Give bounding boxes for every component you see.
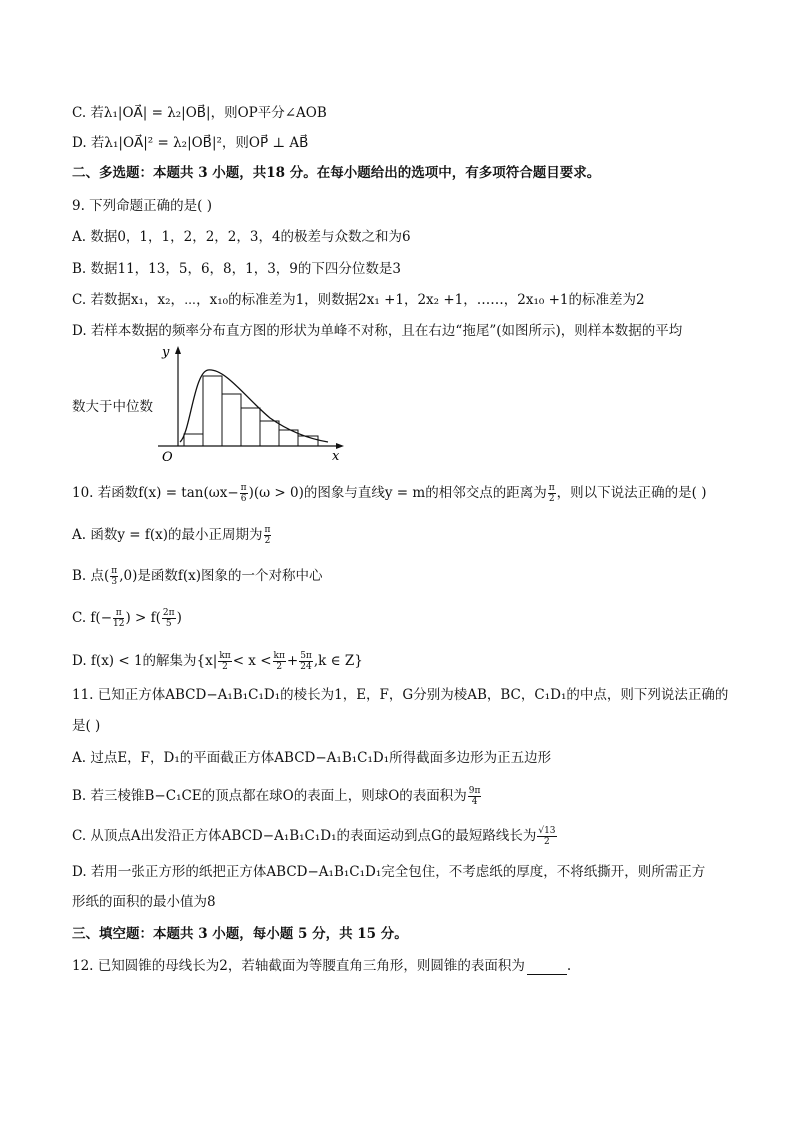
q10-option-a — [72, 525, 272, 546]
fraction — [162, 608, 176, 629]
fraction-denominator: 4 — [471, 797, 478, 807]
fraction-numerator: π — [264, 525, 271, 535]
q10-stem-text-1: 10. 若函数f(x) = tan(ωx− — [72, 485, 239, 501]
fraction-denominator: 2 — [544, 837, 550, 847]
q10-option-d-text-2: < x < — [232, 653, 272, 669]
q9-option-d-line1: D. 若样本数据的频率分布直方图的形状为单峰不对称，且在右边“拖尾”(如图所示)，则样本数据的平均 — [72, 323, 683, 339]
section3-heading: 三、填空题：本题共 3 小题，每小题 5 分，共 15 分。 — [72, 926, 408, 942]
q12-stem-text: 12. 已知圆锥的母线长为2，若轴截面为等腰直角三角形，则圆锥的表面积为 — [72, 958, 525, 974]
q10-option-c — [72, 608, 182, 629]
q10-option-d — [72, 651, 363, 672]
q11-option-c-text: C. 从顶点A出发沿正方体ABCD−A₁B₁C₁D₁的表面运动到点G的最短路线长为 — [72, 828, 537, 844]
q8-option-c: C. 若λ₁|OA⃗| = λ₂|OB⃗|，则OP平分∠AOB — [72, 105, 327, 121]
fraction-denominator: 2 — [276, 662, 283, 672]
q10-option-b — [72, 566, 323, 587]
fraction-denominator: 5 — [165, 619, 172, 629]
histogram-figure — [150, 342, 350, 464]
q9-stem: 9. 下列命题正确的是( ) — [72, 198, 212, 214]
histogram-bar — [184, 434, 203, 446]
q9-option-d-line2: 数大于中位数 — [72, 399, 153, 415]
q10-option-a-text: A. 函数y = f(x)的最小正周期为 — [72, 527, 263, 543]
q10-option-c-text-2: ) > f( — [125, 610, 161, 626]
origin-label: O — [162, 450, 173, 464]
q8-option-d: D. 若λ₁|OA⃗|² = λ₂|OB⃗|²，则OP⃗ ⊥ AB⃗ — [72, 135, 309, 151]
q10-option-b-text-2: ,0)是函数f(x)图象的一个对称中心 — [119, 568, 323, 584]
fraction-denominator: 3 — [111, 577, 118, 587]
fraction — [218, 651, 231, 672]
x-axis-label: x — [332, 449, 340, 464]
q9-option-c: C. 若数据x₁，x₂，⋯，x₁₀的标准差为1，则数据2x₁ +1，2x₂ +1，……，2x₁₀ +1的标准差为2 — [72, 292, 645, 308]
fraction-denominator: 2 — [264, 536, 271, 546]
q10-option-d-text-3: ,k ∈ Z} — [313, 653, 363, 669]
q11-option-d-line2: 形纸的面积的最小值为8 — [72, 894, 216, 910]
q11-stem-line1: 11. 已知正方体ABCD−A₁B₁C₁D₁的棱长为1，E，F，G分别为棱AB，BC，C₁D₁的中点，则下列说法正确的 — [72, 687, 729, 703]
q10-option-b-text-1: B. 点( — [72, 568, 110, 584]
q11-stem-line2: 是( ) — [72, 718, 101, 734]
fraction-numerator: π — [240, 483, 247, 493]
section2-heading: 二、多选题：本题共 3 小题，共18 分。在每小题给出的选项中，有多项符合题目要求。 — [72, 165, 601, 181]
histogram-bar — [222, 394, 241, 446]
fraction-denominator: 12 — [113, 619, 125, 629]
y-axis-arrow — [175, 346, 181, 354]
q12-end-period: . — [566, 958, 572, 974]
fraction — [113, 608, 124, 629]
q11-option-a: A. 过点E，F，D₁的平面截正方体ABCD−A₁B₁C₁D₁所得截面多边形为正五边形 — [72, 750, 552, 766]
fraction-numerator: kπ — [219, 651, 231, 661]
fraction — [468, 786, 482, 807]
fraction-denominator: 2 — [548, 494, 555, 504]
fraction — [548, 483, 556, 504]
answer-blank[interactable] — [527, 962, 567, 975]
fraction-numerator: π — [111, 566, 118, 576]
q9-option-b: B. 数据11，13，5，6，8，1，3，9的下四分位数是3 — [72, 261, 401, 277]
q10-option-c-text-3: ) — [176, 610, 182, 626]
fraction-numerator: 9π — [468, 786, 481, 796]
y-axis-label: y — [162, 345, 170, 360]
q11-option-b-text: B. 若三棱锥B−C₁CE的顶点都在球O的表面上，则球O的表面积为 — [72, 788, 467, 804]
fraction — [273, 651, 286, 672]
fraction-numerator: √13 — [538, 826, 556, 836]
plus-sign: + — [286, 653, 299, 669]
q11-option-b — [72, 786, 482, 807]
q10-stem-text-3: ，则以下说法正确的是( ) — [556, 485, 707, 501]
fraction — [240, 483, 248, 504]
fraction — [110, 566, 118, 587]
q12-stem — [72, 957, 571, 975]
fraction-numerator: kπ — [273, 651, 285, 661]
q10-option-c-text-1: C. f(− — [72, 610, 113, 626]
density-curve — [180, 370, 328, 442]
fraction-denominator: 2 — [222, 662, 228, 672]
fraction-numerator: π — [548, 483, 555, 493]
q9-option-a: A. 数据0，1，1，2，2，2，3，4的极差与众数之和为6 — [72, 229, 411, 245]
histogram-bar — [241, 408, 260, 446]
histogram-bar — [260, 421, 279, 446]
q10-option-d-text-1: D. f(x) < 1的解集为{x| — [72, 653, 218, 669]
q10-stem-text-2: )(ω > 0)的图象与直线y = m的相邻交点的距离为 — [248, 485, 547, 501]
fraction-numerator: π — [113, 608, 124, 619]
q11-option-d-line1: D. 若用一张正方形的纸把正方体ABCD−A₁B₁C₁D₁完全包住，不考虑纸的厚度，不将纸撕开，则所需正方 — [72, 864, 706, 880]
q10-stem — [72, 483, 706, 504]
fraction — [537, 826, 556, 847]
fraction — [299, 651, 313, 672]
fraction-denominator: 24 — [300, 662, 312, 672]
q11-option-c — [72, 826, 558, 847]
fraction-numerator: 2π — [162, 608, 175, 618]
fraction — [264, 525, 272, 546]
histogram-bar — [203, 376, 222, 446]
fraction-numerator: 5π — [300, 651, 312, 661]
fraction-denominator: 6 — [240, 494, 247, 504]
